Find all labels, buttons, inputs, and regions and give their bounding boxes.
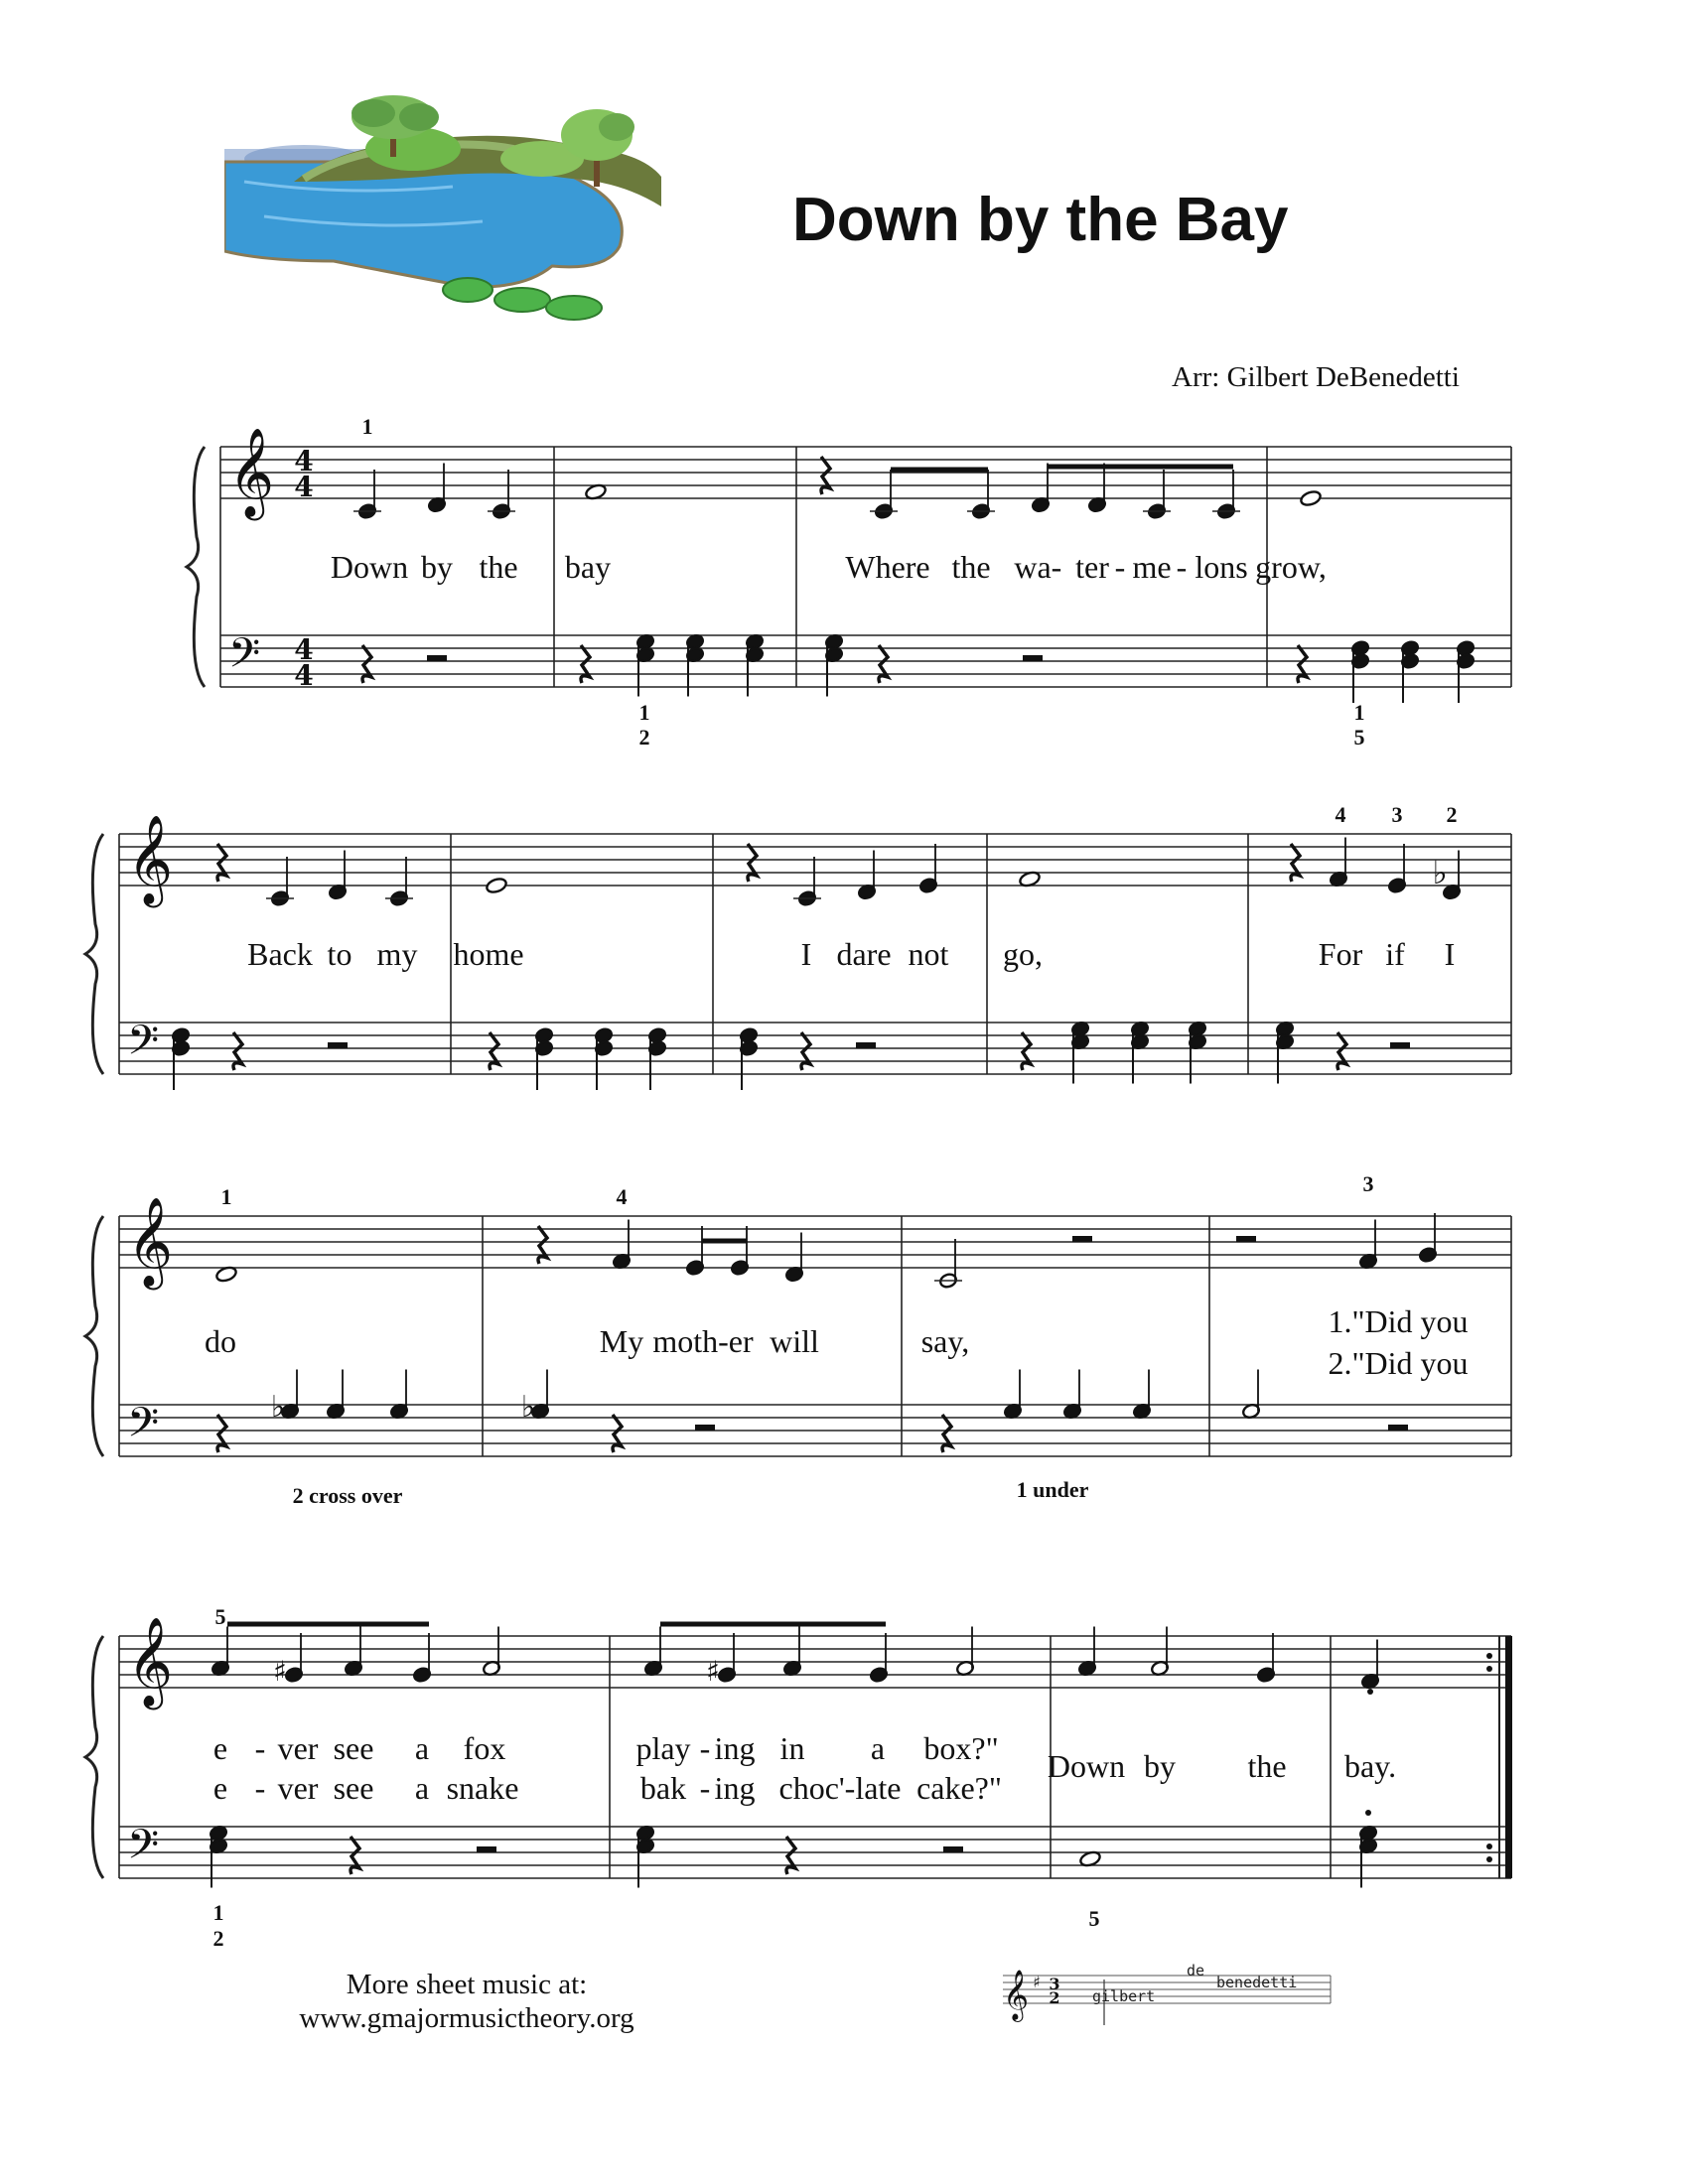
repeat-dot — [1486, 1666, 1492, 1672]
verse2-word: a — [414, 1770, 430, 1806]
verse1-word: box?" — [923, 1730, 999, 1766]
verse-line: 2."Did you — [1328, 1345, 1469, 1381]
signature-name-2: benedetti — [1216, 1974, 1298, 1991]
quarter-rest — [1022, 1032, 1031, 1070]
bass-clef: 𝄢 — [127, 1821, 160, 1878]
bass-annotation: 2 cross over — [292, 1483, 403, 1508]
lyric-word: by — [421, 549, 453, 585]
refrain-word: the — [1247, 1748, 1287, 1784]
quarter-rest — [879, 645, 888, 683]
lyric-word: dare — [836, 936, 892, 972]
composer-signature — [1003, 1962, 1331, 2025]
refrain-word: Down — [1047, 1748, 1126, 1784]
quarter-rest — [821, 457, 830, 494]
lyric-word: lons — [1195, 549, 1248, 585]
bass-annotation: 1 under — [1016, 1477, 1089, 1502]
refrain-word: bay. — [1343, 1748, 1397, 1784]
verse2-word: - — [254, 1770, 266, 1806]
half-rest — [477, 1846, 496, 1852]
footer-website: www.gmajormusictheory.org — [299, 2002, 634, 2034]
note-head — [1300, 489, 1323, 507]
lyric-word: Back — [247, 936, 313, 972]
signature-time-top: 3 — [1049, 1975, 1060, 1993]
fingering-number: 1 — [361, 414, 373, 439]
flat-accidental: ♭ — [270, 1390, 286, 1425]
verse2-word: ver — [277, 1770, 319, 1806]
verse2-word: ing — [714, 1770, 756, 1806]
arranger-credit: Arr: Gilbert DeBenedetti — [1172, 361, 1460, 393]
verse1-word: ver — [277, 1730, 319, 1766]
refrain-word: by — [1144, 1748, 1176, 1784]
half-rest — [1236, 1236, 1256, 1242]
half-rest — [1388, 1425, 1408, 1431]
treble-clef: 𝄞 — [228, 428, 275, 517]
brace — [85, 1636, 103, 1878]
treble-clef: 𝄞 — [127, 1197, 174, 1287]
bass-clef: 𝄢 — [127, 1017, 160, 1074]
lyric-word: will — [770, 1323, 819, 1359]
lyric-word: moth-er — [652, 1323, 754, 1359]
time-signature-bottom: 4 — [294, 471, 314, 503]
verse2-word: - — [699, 1770, 711, 1806]
quarter-rest — [538, 1226, 547, 1264]
signature-prefix: de — [1187, 1962, 1205, 1979]
page-title: Down by the Bay — [792, 186, 1289, 254]
lyric-word: My — [599, 1323, 644, 1359]
bass-clef: 𝄢 — [127, 1399, 160, 1456]
fingering-number: 1 — [220, 1184, 232, 1209]
lyric-word: - — [1051, 549, 1062, 585]
verse2-word: snake — [446, 1770, 519, 1806]
fingering-number: 2 — [212, 1926, 224, 1951]
half-rest — [1023, 655, 1043, 661]
lyric-word: - — [1114, 549, 1126, 585]
treble-clef: 𝄞 — [127, 815, 174, 904]
fingering-number: 4 — [616, 1184, 628, 1209]
time-signature-top: 4 — [294, 633, 314, 666]
lyric-word: me — [1132, 549, 1172, 585]
verse-line: 1."Did you — [1328, 1303, 1469, 1339]
fingering-number: 4 — [1335, 802, 1346, 827]
lyric-word: not — [908, 936, 949, 972]
signature-name-1: gilbert — [1092, 1987, 1156, 2005]
half-rest — [856, 1042, 876, 1048]
verse1-word: e — [212, 1730, 228, 1766]
half-rest — [695, 1425, 715, 1431]
lyric-word: the — [479, 549, 518, 585]
verse1-word: play — [635, 1730, 691, 1766]
quarter-rest — [217, 844, 226, 882]
fingering-number: 3 — [1362, 1171, 1374, 1196]
signature-time-bottom: 2 — [1049, 1988, 1060, 2007]
quarter-rest — [233, 1032, 242, 1070]
half-rest — [427, 655, 447, 661]
note-head — [486, 877, 508, 894]
quarter-rest — [490, 1032, 498, 1070]
quarter-rest — [748, 844, 757, 882]
quarter-rest — [1337, 1032, 1346, 1070]
fingering-number: 5 — [214, 1604, 226, 1629]
repeat-dot — [1486, 1843, 1492, 1849]
verse2-word: choc'-late — [778, 1770, 902, 1806]
verse2-word: see — [333, 1770, 374, 1806]
verse1-word: a — [870, 1730, 886, 1766]
quarter-rest — [801, 1032, 810, 1070]
quarter-rest — [613, 1415, 622, 1452]
quarter-rest — [362, 645, 371, 683]
verse1-word: - — [254, 1730, 266, 1766]
lyric-word: home — [453, 936, 524, 972]
flat-accidental: ♭ — [1432, 854, 1448, 891]
brace — [85, 1216, 103, 1456]
fingering-number: 3 — [1391, 802, 1403, 827]
lyric-word: go, — [1003, 936, 1043, 972]
lyric-word: if — [1385, 936, 1405, 972]
lyric-word: For — [1318, 936, 1363, 972]
staccato-dot — [1365, 1810, 1371, 1816]
fingering-number: 5 — [1088, 1906, 1100, 1931]
lyric-word: say, — [920, 1323, 970, 1359]
sharp-accidental: ♯ — [706, 1655, 720, 1688]
half-rest — [328, 1042, 348, 1048]
lyric-word: - — [1176, 549, 1188, 585]
lyric-word: I — [800, 936, 812, 972]
quarter-rest — [1298, 645, 1307, 683]
verse2-word: e — [212, 1770, 228, 1806]
verse1-word: see — [333, 1730, 374, 1766]
verse1-word: ing — [714, 1730, 756, 1766]
quarter-rest — [942, 1415, 951, 1452]
repeat-dot — [1486, 1856, 1492, 1862]
lyric-word: do — [205, 1323, 236, 1359]
lyric-word: Down — [330, 549, 409, 585]
quarter-rest — [1291, 844, 1300, 882]
fingering-number: 1 — [638, 700, 650, 725]
quarter-rest — [581, 645, 590, 683]
half-rest — [1390, 1042, 1410, 1048]
verse2-word: bak — [639, 1770, 687, 1806]
verse1-word: - — [699, 1730, 711, 1766]
lyric-word: wa — [1014, 549, 1052, 585]
verse1-word: a — [414, 1730, 430, 1766]
lyric-word: ter — [1075, 549, 1109, 585]
footer — [268, 1968, 665, 2035]
fingering-number: 2 — [1446, 802, 1458, 827]
brace — [187, 447, 205, 687]
fingering-number: 5 — [1353, 725, 1365, 750]
lyric-word: Where — [845, 549, 930, 585]
time-signature-top: 4 — [294, 445, 314, 478]
final-barline — [1505, 1636, 1512, 1878]
fingering-number: 1 — [1353, 700, 1365, 725]
signature-key-sharp: ♯ — [1033, 1973, 1041, 1991]
lyric-word: bay — [564, 549, 612, 585]
treble-clef: 𝄞 — [127, 1617, 174, 1706]
lyric-word: to — [327, 936, 352, 972]
brace — [85, 834, 103, 1074]
fingering-number: 1 — [212, 1900, 224, 1925]
footer-line-1: More sheet music at: — [346, 1969, 588, 2000]
bass-clef: 𝄢 — [228, 629, 261, 687]
signature-treble-clef: 𝄞 — [1003, 1970, 1030, 2020]
quarter-rest — [786, 1837, 795, 1874]
lyric-word: grow, — [1255, 549, 1327, 585]
quarter-rest — [351, 1837, 359, 1874]
staccato-dot — [1367, 1689, 1373, 1695]
lyric-word: I — [1444, 936, 1456, 972]
fingering-number: 2 — [638, 725, 650, 750]
half-rest — [943, 1846, 963, 1852]
sharp-accidental: ♯ — [273, 1655, 287, 1688]
verse1-word: fox — [463, 1730, 506, 1766]
quarter-rest — [217, 1415, 226, 1452]
verse1-word: in — [779, 1730, 805, 1766]
half-rest — [1072, 1236, 1092, 1242]
lyric-word: the — [951, 549, 991, 585]
verse2-word: cake?" — [916, 1770, 1002, 1806]
time-signature-bottom: 4 — [294, 659, 314, 692]
lyric-word: my — [376, 936, 418, 972]
flat-accidental: ♭ — [520, 1390, 536, 1425]
repeat-dot — [1486, 1653, 1492, 1659]
